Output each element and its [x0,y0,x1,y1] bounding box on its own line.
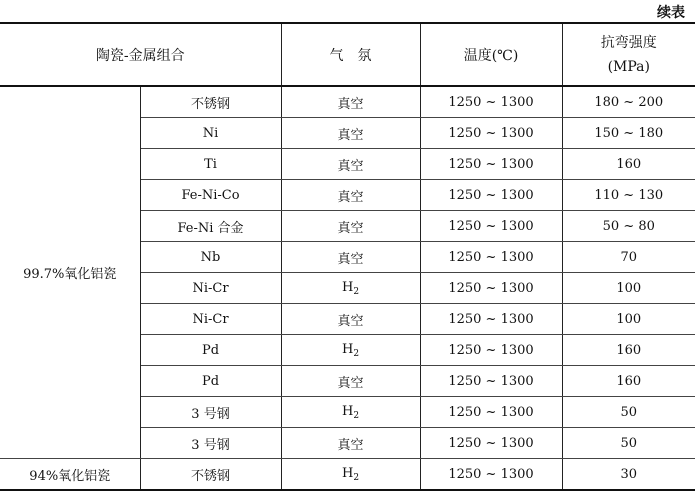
atmosphere-cell [281,211,420,242]
temperature-cell: 1250 ~ 1300 [420,397,562,428]
strength-cell: 160 [562,149,695,180]
atmosphere-text: 真空 [337,189,364,205]
temperature-cell: 1250 ~ 1300 [420,459,562,491]
atmosphere-cell [281,118,420,149]
atmosphere-cell [281,335,420,366]
strength-cell: 50 ~ 80 [562,211,695,242]
atmosphere-cell [281,149,420,180]
header-combo: 陶瓷-金属组合 [0,23,281,86]
metal-cell: Pd [140,335,281,366]
ceramic-type-cell: 94%氧化铝瓷 [0,459,140,491]
atmosphere-text: H [341,279,354,295]
atmosphere-text: H [341,465,354,481]
brazing-strength-table [0,22,695,491]
atmosphere-text: 真空 [337,96,364,112]
strength-cell: 160 [562,335,695,366]
strength-cell: 100 [562,304,695,335]
temperature-cell: 1250 ~ 1300 [420,428,562,459]
metal-cell: 不锈钢 [140,86,281,118]
metal-cell: Ti [140,149,281,180]
temperature-cell: 1250 ~ 1300 [420,335,562,366]
atmosphere-subscript: 2 [353,472,360,483]
atmosphere-text: H [341,403,354,419]
table-header-row [0,23,695,86]
metal-cell: Pd [140,366,281,397]
atmosphere-text: 真空 [337,220,364,236]
atmosphere-text: 真空 [337,158,364,174]
temperature-cell: 1250 ~ 1300 [420,304,562,335]
strength-cell: 150 ~ 180 [562,118,695,149]
header-atmosphere: 气 氛 [281,23,420,86]
strength-cell: 30 [562,459,695,491]
metal-cell: 不锈钢 [140,459,281,491]
table-row [0,86,695,118]
atmosphere-cell [281,366,420,397]
temperature-cell: 1250 ~ 1300 [420,273,562,304]
strength-cell: 110 ~ 130 [562,180,695,211]
strength-cell: 100 [562,273,695,304]
metal-cell: Ni [140,118,281,149]
atmosphere-text: 真空 [337,127,364,143]
metal-cell: Fe-Ni 合金 [140,211,281,242]
atmosphere-text: 真空 [337,251,364,267]
strength-cell: 180 ~ 200 [562,86,695,118]
atmosphere-cell [281,428,420,459]
temperature-cell: 1250 ~ 1300 [420,149,562,180]
strength-cell: 50 [562,428,695,459]
temperature-cell: 1250 ~ 1300 [420,180,562,211]
metal-cell: Nb [140,242,281,273]
atmosphere-cell [281,459,420,491]
temperature-cell: 1250 ~ 1300 [420,211,562,242]
metal-cell: Ni-Cr [140,304,281,335]
strength-cell: 70 [562,242,695,273]
strength-cell: 50 [562,397,695,428]
atmosphere-cell [281,304,420,335]
temperature-cell: 1250 ~ 1300 [420,242,562,273]
atmosphere-text: 真空 [337,313,364,329]
continued-label: 续表 [657,5,685,21]
temperature-cell: 1250 ~ 1300 [420,86,562,118]
header-strength-unit: (MPa) [607,58,650,75]
metal-cell: 3 号钢 [140,397,281,428]
metal-cell: 3 号钢 [140,428,281,459]
atmosphere-cell [281,86,420,118]
metal-cell: Fe-Ni-Co [140,180,281,211]
ceramic-type-cell: 99.7%氧化铝瓷 [0,86,140,459]
atmosphere-cell [281,242,420,273]
atmosphere-cell [281,397,420,428]
atmosphere-cell [281,273,420,304]
atmosphere-text: H [341,341,354,357]
atmosphere-text: 真空 [337,375,364,391]
atmosphere-text: 真空 [337,437,364,453]
table-body [0,86,695,490]
table-row [0,459,695,491]
strength-cell: 160 [562,366,695,397]
metal-cell: Ni-Cr [140,273,281,304]
temperature-cell: 1250 ~ 1300 [420,366,562,397]
header-strength-title: 抗弯强度 [600,34,657,51]
atmosphere-subscript: 2 [353,286,360,297]
atmosphere-subscript: 2 [353,410,360,421]
header-temperature: 温度(℃) [420,23,562,86]
header-strength [562,23,695,86]
atmosphere-cell [281,180,420,211]
atmosphere-subscript: 2 [353,348,360,359]
temperature-cell: 1250 ~ 1300 [420,118,562,149]
